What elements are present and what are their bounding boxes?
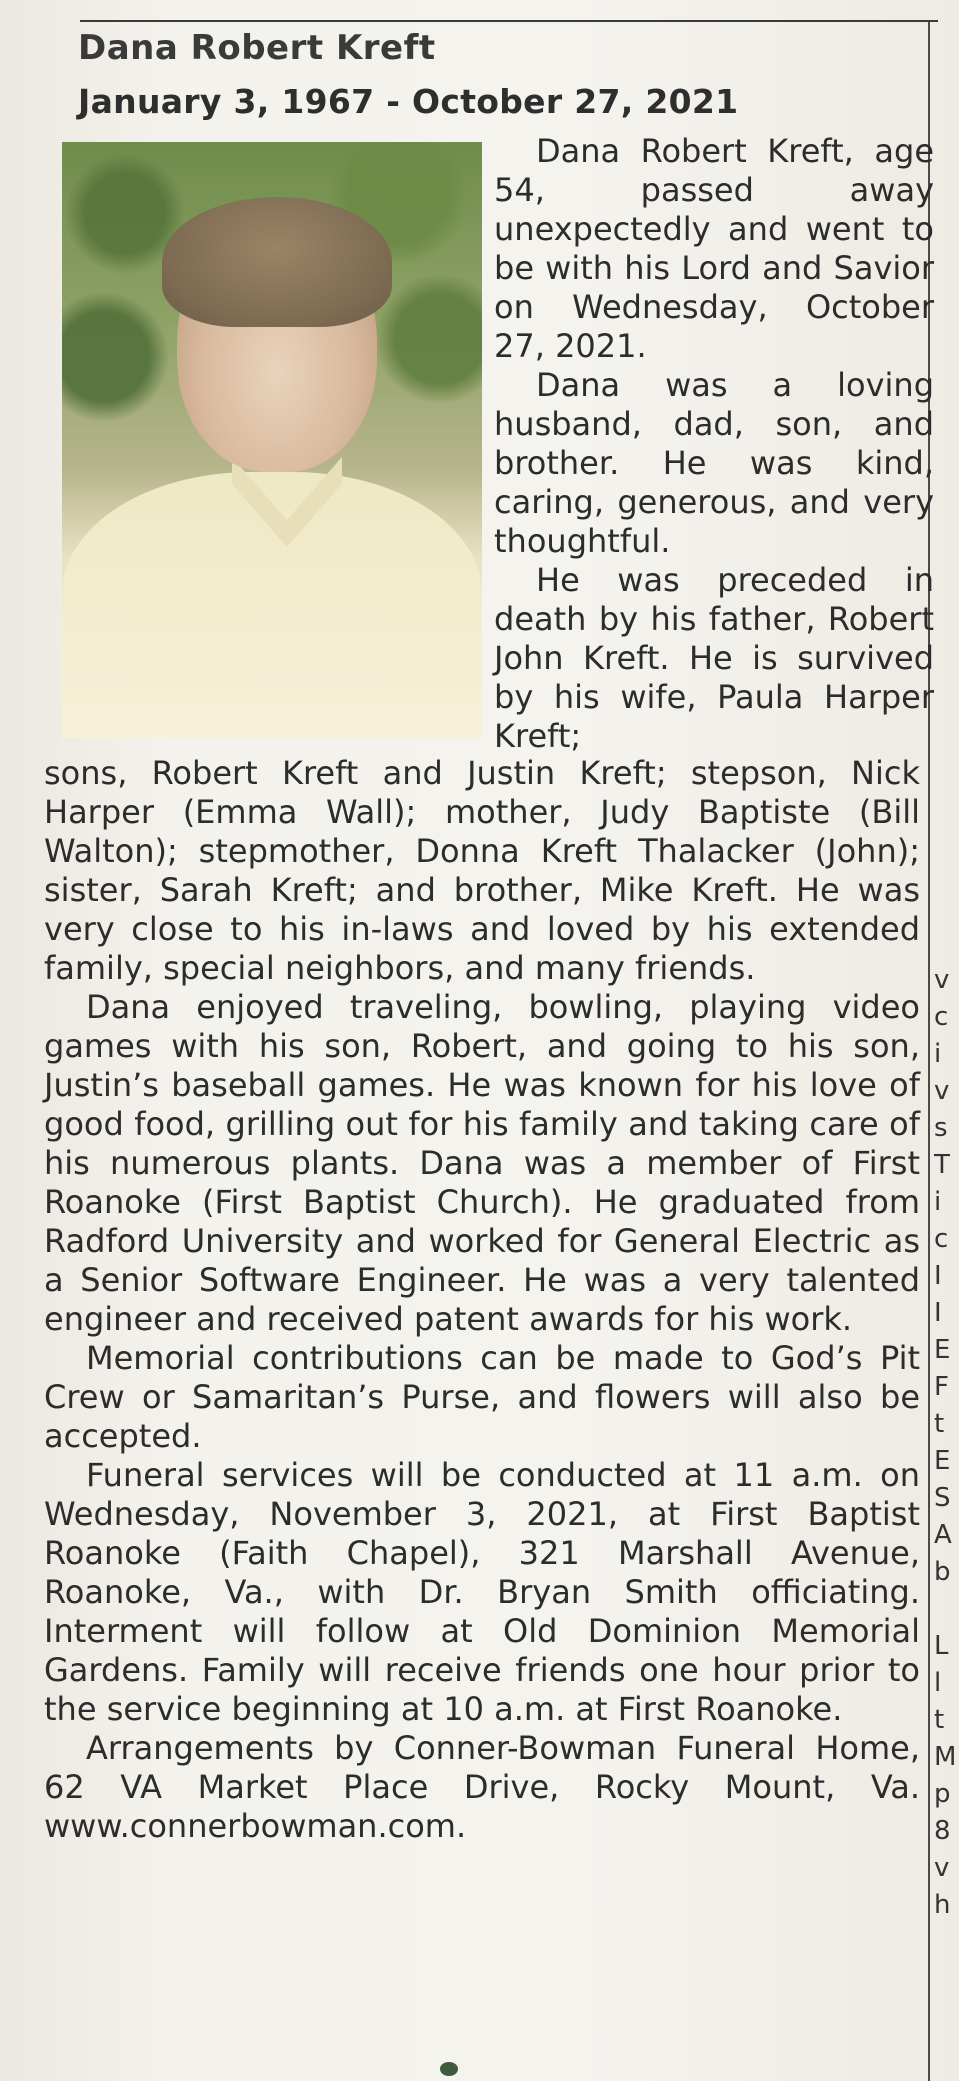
adjacent-column-letter: i [934,1039,942,1069]
adjacent-column-letter: p [934,1779,951,1809]
obituary-dates: January 3, 1967 - October 27, 2021 [78,82,739,121]
photo-hair [162,197,392,327]
portrait-photo [62,142,482,738]
wrapped-text-column [494,132,934,756]
adjacent-column-letter: v [934,965,950,995]
full-width-text [44,754,920,1846]
paragraph-family: sons, Robert Kreft and Justin Kreft; stepson, Nick Harper (Emma Wall); mother, Judy Baptiste (Bill Walton); stepmother, Donna Kreft Thalacker (John); sister, Sarah Kreft; and brother, Mike Kreft. He was very close to his in-laws and loved by his extended family, special neighbors, and many friends. [44,754,920,987]
adjacent-column-letter: t [934,1705,945,1735]
paragraph-character: Dana was a loving husband, dad, son, and brother. He was kind, caring, generous, and very thoughtful. [494,366,934,560]
adjacent-column-letter: b [934,1557,951,1587]
adjacent-column-letter: E [934,1446,951,1476]
adjacent-column-letter: I [934,1261,942,1291]
adjacent-column-letter: v [934,1076,950,1106]
paragraph-intro: Dana Robert Kreft, age 54, passed away unexpectedly and went to be with his Lord and Savior on Wednesday, October 27, 2021. [494,132,934,365]
top-rule [80,20,938,22]
paragraph-family-start: He was preceded in death by his father, Robert John Kreft. He is survived by his wife, Paula Harper Kreft; [494,561,934,755]
paragraph-services: Funeral services will be conducted at 11 a.m. on Wednesday, November 3, 2021, at First Baptist Roanoke (Faith Chapel), 321 Marshall Avenue, Roanoke, Va., with Dr. Bryan Smith officiating. Interment will follow at Old Dominion Memorial Gardens. Family will receive friends one hour prior to the service beginning at 10 a.m. at First Roanoke. [44,1456,920,1728]
adjacent-column-letter: i [934,1187,942,1217]
adjacent-column-letter: 8 [934,1816,951,1846]
adjacent-column-letter: S [934,1483,951,1513]
adjacent-column-letter: A [934,1520,952,1550]
paragraph-life: Dana enjoyed traveling, bowling, playing video games with his son, Robert, and going to his son, Justin’s baseball games. He was known for his love of good food, grilling out for his family and taking care of his numerous plants. Dana was a member of First Roanoke (First Baptist Church). He graduated from Radford University and worked for General Electric as a Senior Software Engineer. He was a very talented engineer and received patent awards for his work. [44,988,920,1338]
adjacent-column-letter [934,1591,959,1628]
adjacent-column-letter: L [934,1631,949,1661]
adjacent-column-letter: l [934,1668,942,1698]
obituary-name: Dana Robert Kreft [78,28,436,68]
adjacent-column-letter: E [934,1335,951,1365]
adjacent-column-letter: F [934,1372,949,1402]
adjacent-column-letter: h [934,1890,951,1920]
adjacent-column-letter: M [934,1742,957,1772]
adjacent-column-letter: c [934,1224,949,1254]
adjacent-column-letter: c [934,1002,949,1032]
adjacent-column-letter: t [934,1409,945,1439]
adjacent-column-letter: I [934,1298,942,1328]
adjacent-column-letter: s [934,1113,948,1143]
adjacent-column-letter: T [934,1150,950,1180]
paragraph-memorial: Memorial contributions can be made to God’s Pit Crew or Samaritan’s Purse, and flowers will also be accepted. [44,1339,920,1455]
adjacent-column-letter: v [934,1853,950,1883]
adjacent-column-fragment [934,962,959,1924]
paragraph-arrangements: Arrangements by Conner-Bowman Funeral Home, 62 VA Market Place Drive, Rocky Mount, Va. www.connerbowman.com. [44,1729,920,1845]
ornament-dot [440,2062,458,2076]
